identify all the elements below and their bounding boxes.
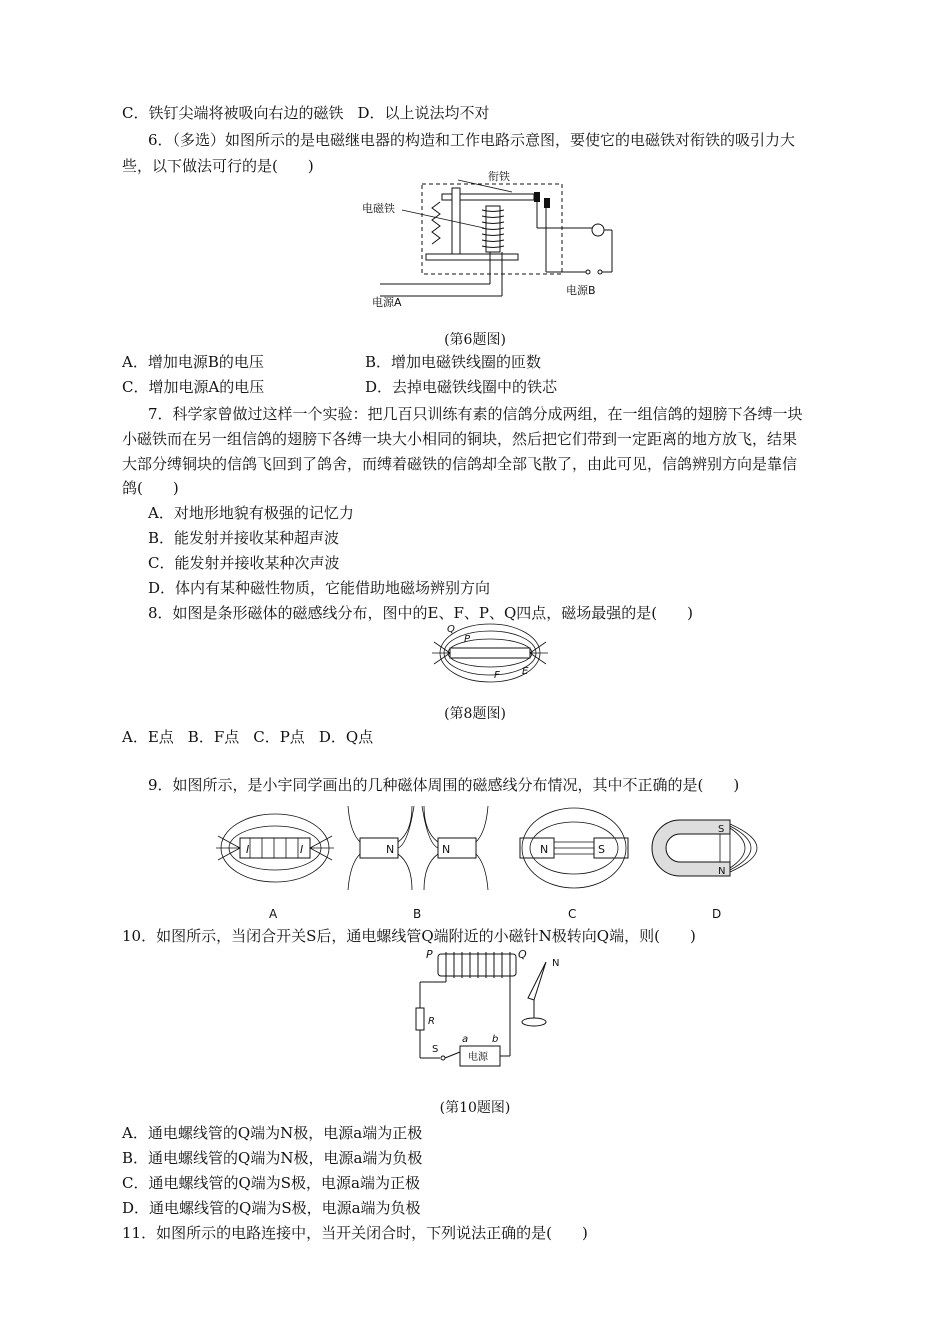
q10-label-p: P: [426, 948, 433, 961]
q6-option-d: D．去掉电磁铁线圈中的铁芯: [365, 378, 558, 396]
q6-option-b: B．增加电磁铁线圈的匝数: [365, 353, 542, 371]
q9-d-south: S: [718, 824, 725, 835]
q9-label-c: C: [568, 907, 577, 921]
q6-caption: (第6题图): [444, 332, 506, 348]
spring: [432, 202, 440, 244]
label-source-a: 电源A: [372, 296, 402, 308]
q9-a-current-right: I: [300, 843, 304, 856]
q10-solenoid-figure: [410, 944, 580, 1072]
q7-stem-line4: 鸽( ): [122, 479, 179, 497]
q9-b-north-right: N: [442, 843, 451, 856]
q6-relay-figure: [360, 168, 620, 308]
q9-c-south: S: [598, 843, 605, 856]
q5-options: [122, 103, 490, 123]
q10-stem: 10．如图所示，当闭合开关S后，通电螺线管Q端附近的小磁针N极转向Q端，则( ): [122, 927, 696, 945]
q10-label-b: b: [492, 1034, 499, 1045]
q8-stem: 8．如图是条形磁体的磁感线分布，图中的E、F、P、Q四点，磁场最强的是( ): [148, 604, 693, 622]
q7-option-b: B．能发射并接收某种超声波: [148, 529, 340, 547]
q10-label-a: a: [462, 1034, 469, 1045]
q9-diagram-c: [520, 808, 628, 888]
q9-d-north: N: [718, 866, 726, 877]
q6-stem-line2: 些，以下做法可行的是( ): [122, 157, 314, 175]
q10-label-n: N: [552, 958, 560, 969]
q8-label-f: F: [494, 670, 500, 681]
q10-label-s: S: [432, 1044, 439, 1055]
q9-label-b: B: [413, 907, 422, 921]
q11-stem: 11．如图所示的电路连接中，当开关闭合时，下列说法正确的是( ): [122, 1224, 588, 1242]
label-armature: 衔铁: [488, 170, 510, 183]
q9-fields-figure: [210, 800, 790, 926]
q8-bar-magnet-figure: [430, 622, 550, 684]
q10-option-b: B．通电螺线管的Q端为N极，电源a端为负极: [122, 1149, 423, 1167]
q7-stem-line1: 7．科学家曾做过这样一个实验：把几百只训练有素的信鸽分成两组，在一组信鸽的翅膀下各缚一块: [148, 405, 803, 423]
q10-label-source: 电源: [468, 1052, 488, 1063]
label-source-b: 电源B: [566, 284, 596, 297]
q10-label-q: Q: [518, 948, 527, 961]
bar-magnet: [450, 648, 530, 658]
q10-caption: (第10题图): [439, 1100, 511, 1116]
q10-option-d: D．通电螺线管的Q端为S极，电源a端为负极: [122, 1199, 421, 1217]
q8-options: [122, 727, 373, 747]
q9-label-d: D: [712, 907, 722, 921]
q5-option-d: D．以上说法均不对: [357, 104, 490, 122]
q8-label-e: E: [522, 666, 529, 677]
q9-label-a: A: [269, 907, 278, 921]
q9-a-current-left: I: [246, 843, 250, 856]
q9-diagram-b: [348, 806, 488, 890]
q9-diagram-d: [652, 820, 757, 877]
label-electromagnet: 电磁铁: [362, 202, 395, 215]
q8-label-q: Q: [447, 624, 455, 635]
q6-option-a: A．增加电源B的电压: [122, 353, 264, 371]
resistor: [416, 1008, 424, 1030]
lamp: [592, 224, 604, 236]
q8-label-p: P: [464, 634, 471, 645]
q8-option-c: C．P点: [253, 728, 305, 746]
q9-stem: 9．如图所示，是小宇同学画出的几种磁体周围的磁感线分布情况，其中不正确的是( ): [148, 776, 740, 794]
q6-stem-line1: 6．（多选）如图所示的是电磁继电器的构造和工作电路示意图，要使它的电磁铁对衔铁的吸引力大: [148, 131, 796, 149]
q8-option-b: B．F点: [187, 728, 240, 746]
q9-c-north: N: [540, 843, 549, 856]
q6-option-c: C．增加电源A的电压: [122, 378, 265, 396]
q10-label-r: R: [428, 1016, 435, 1027]
q10-option-c: C．通电螺线管的Q端为S极，电源a端为正极: [122, 1174, 420, 1192]
q9-b-north-left: N: [386, 843, 395, 856]
q7-option-c: C．能发射并接收某种次声波: [148, 554, 340, 572]
q7-stem-line3: 大部分缚铜块的信鸽飞回到了鸽舍，而缚着磁铁的信鸽却全部飞散了，由此可见，信鸽辨别方向是靠信: [122, 455, 798, 473]
q8-option-a: A．E点: [122, 728, 174, 746]
solenoid-core: [438, 954, 516, 976]
q7-option-d: D．体内有某种磁性物质，它能借助地磁场辨别方向: [148, 579, 491, 597]
q8-option-d: D．Q点: [318, 728, 374, 746]
q10-option-a: A．通电螺线管的Q端为N极，电源a端为正极: [122, 1124, 423, 1142]
q8-caption: (第8题图): [444, 706, 506, 722]
q5-option-c: C．铁钉尖端将被吸向右边的磁铁: [122, 104, 344, 122]
compass-needle: [528, 962, 546, 1000]
q7-option-a: A．对地形地貌有极强的记忆力: [148, 504, 354, 522]
q7-stem-line2: 小磁铁而在另一组信鸽的翅膀下各缚一块大小相同的铜块，然后把它们带到一定距离的地方放飞，结果: [122, 430, 798, 448]
q9-diagram-a: [216, 814, 334, 882]
